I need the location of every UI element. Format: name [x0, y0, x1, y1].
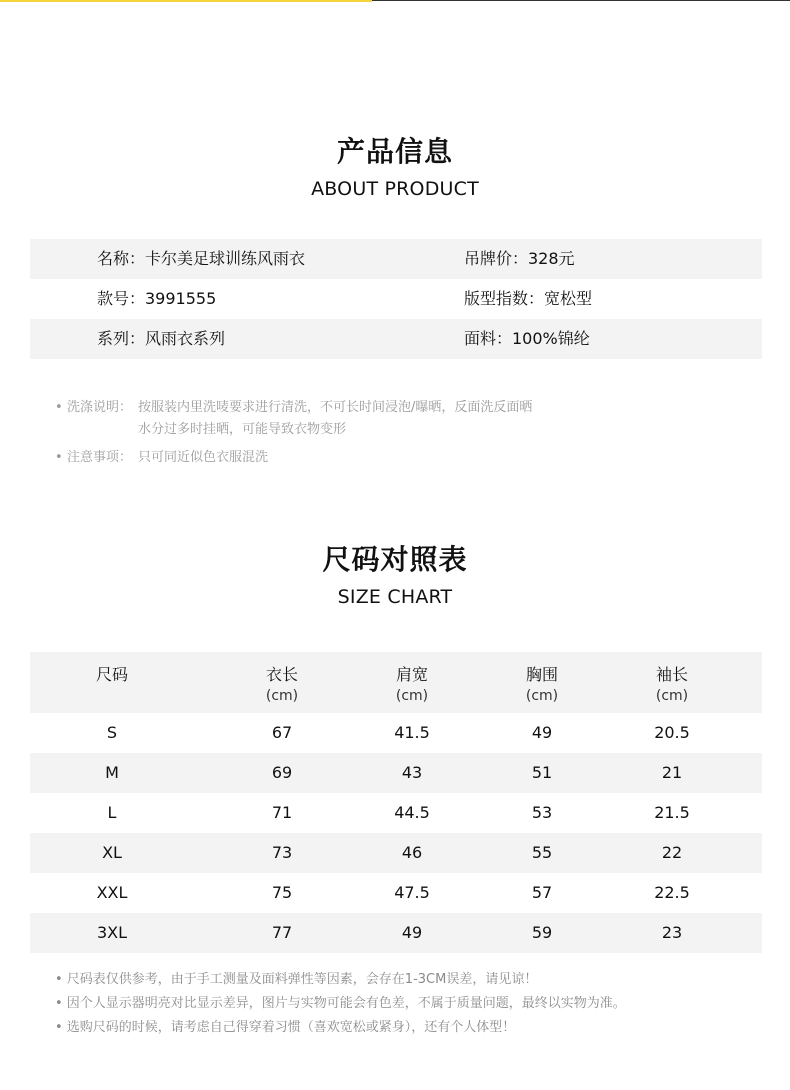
info-style-number: 款号：3991555 — [97, 289, 217, 308]
size-note-color: • 因个人显示器明亮对比显示差异，图片与实物可能会有色差，不属于质量问题，最终以实物为准。 — [55, 996, 626, 1011]
size-cell: L — [107, 803, 117, 822]
header-sleeve-unit: (cm) — [655, 688, 689, 704]
product-info-subtitle: ABOUT PRODUCT — [311, 178, 479, 200]
header-shoulder — [357, 662, 467, 704]
info-fit: 版型指数：宽松型 — [464, 289, 593, 308]
product-info-table — [30, 239, 762, 359]
header-chest-unit: (cm) — [525, 688, 559, 704]
info-series: 系列：风雨衣系列 — [97, 329, 226, 348]
size-cell: 3XL — [96, 923, 128, 942]
shoulder-cell: 43 — [401, 763, 423, 782]
size-note-fit: • 选购尺码的时候，请考虑自己得穿着习惯（喜欢宽松或紧身），还有个人体型！ — [55, 1020, 516, 1035]
chest-cell: 53 — [531, 803, 553, 822]
size-chart-subtitle: SIZE CHART — [337, 586, 453, 608]
length-cell: 67 — [271, 723, 293, 742]
length-cell: 75 — [271, 883, 293, 902]
length-cell: 71 — [271, 803, 293, 822]
table-row — [30, 913, 762, 953]
header-chest-label: 胸围 — [525, 665, 558, 684]
size-chart-header-row — [30, 652, 762, 713]
sleeve-cell: 22.5 — [654, 883, 690, 902]
wash-note-line-1: 按服装内里洗唛要求进行清洗，不可长时间浸泡/曝晒，反面洗反面晒 — [138, 400, 533, 415]
wash-note-line-2: 水分过多时挂晒，可能导致衣物变形 — [138, 422, 347, 437]
header-size — [96, 662, 176, 685]
shoulder-cell: 47.5 — [394, 883, 430, 902]
info-row — [30, 319, 762, 359]
header-chest — [487, 662, 597, 704]
product-info-heading — [0, 130, 790, 200]
top-accent-bar — [0, 0, 790, 2]
shoulder-cell: 46 — [401, 843, 423, 862]
size-cell: S — [106, 723, 118, 742]
header-length-unit: (cm) — [265, 688, 299, 704]
table-row — [30, 713, 762, 753]
header-shoulder-unit: (cm) — [395, 688, 429, 704]
info-row — [30, 239, 762, 279]
shoulder-cell: 44.5 — [394, 803, 430, 822]
wash-note — [55, 396, 532, 415]
size-cell: XXL — [96, 883, 128, 902]
header-shoulder-label: 肩宽 — [395, 665, 428, 684]
sleeve-cell: 21.5 — [654, 803, 690, 822]
chest-cell: 57 — [531, 883, 553, 902]
header-sleeve-label: 袖长 — [655, 665, 688, 684]
length-cell: 69 — [271, 763, 293, 782]
size-chart-title: 尺码对照表 — [322, 543, 468, 576]
top-accent-line — [372, 0, 790, 1]
caution-note-text: 只可同近似色衣服混洗 — [138, 450, 269, 465]
sleeve-cell: 22 — [661, 843, 683, 862]
info-row — [30, 279, 762, 319]
size-cell: XL — [102, 843, 122, 862]
length-cell: 73 — [271, 843, 293, 862]
chest-cell: 51 — [531, 763, 553, 782]
sleeve-cell: 20.5 — [654, 723, 690, 742]
info-name: 名称：卡尔美足球训练风雨衣 — [97, 249, 306, 268]
header-size-label: 尺码 — [96, 665, 129, 684]
table-row — [30, 833, 762, 873]
size-note-accuracy: • 尺码表仅供参考，由于手工测量及面料弹性等因素，会存在1-3CM误差，请见谅！ — [55, 972, 538, 987]
chest-cell: 55 — [531, 843, 553, 862]
table-row — [30, 873, 762, 913]
sleeve-cell: 23 — [661, 923, 683, 942]
shoulder-cell: 41.5 — [394, 723, 430, 742]
caution-note-label: 注意事项： — [67, 450, 133, 465]
top-accent-yellow — [0, 0, 372, 2]
note-bullet: • — [55, 450, 63, 465]
size-chart-heading — [0, 538, 790, 608]
sleeve-cell: 21 — [661, 763, 683, 782]
shoulder-cell: 49 — [401, 923, 423, 942]
wash-note-label: 洗涤说明： — [67, 400, 133, 415]
product-info-title: 产品信息 — [336, 135, 453, 168]
header-sleeve — [617, 662, 727, 704]
size-chart-table — [30, 652, 762, 953]
info-price: 吊牌价：328元 — [464, 249, 575, 268]
size-chart-notes — [55, 971, 626, 1043]
size-cell: M — [105, 763, 119, 782]
table-row — [30, 793, 762, 833]
length-cell: 77 — [271, 923, 293, 942]
note-bullet: • — [55, 400, 63, 415]
header-length-label: 衣长 — [265, 665, 298, 684]
table-row — [30, 753, 762, 793]
caution-note — [55, 446, 268, 465]
info-fabric: 面料：100%锦纶 — [464, 329, 590, 348]
header-length — [227, 662, 337, 704]
chest-cell: 49 — [531, 723, 553, 742]
chest-cell: 59 — [531, 923, 553, 942]
